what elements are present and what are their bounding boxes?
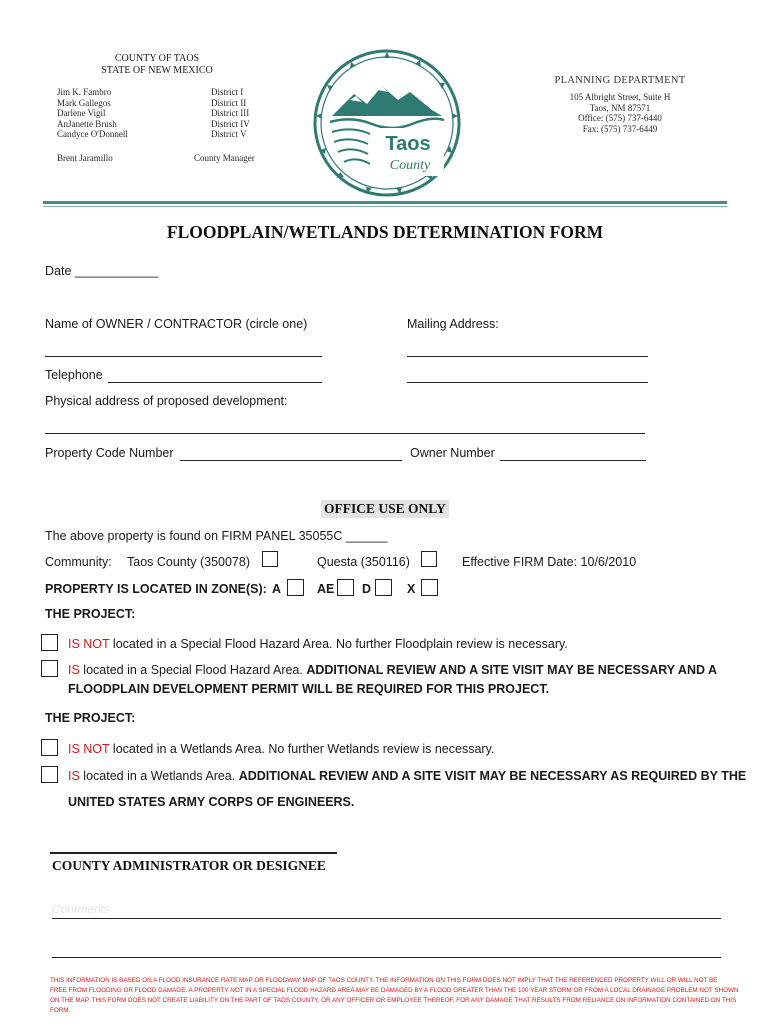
department-fax: Fax: (575) 737-6449 — [582, 123, 658, 134]
district-5: District V — [211, 129, 247, 139]
zone-a-checkbox[interactable] — [287, 579, 304, 596]
mailing-address-line-1[interactable] — [407, 356, 648, 357]
header-divider — [43, 201, 727, 204]
firm-panel-text[interactable]: The above property is found on FIRM PANEL 35055C ______ — [45, 529, 388, 543]
physical-address-line[interactable] — [45, 433, 645, 434]
effective-firm-date: Effective FIRM Date: 10/6/2010 — [462, 555, 637, 569]
flood-is-option — [68, 663, 717, 677]
owner-number-label: Owner Number — [410, 446, 495, 460]
comments-line-2[interactable] — [52, 957, 721, 958]
county-title — [57, 53, 257, 77]
zone-x-label: X — [407, 582, 416, 596]
zone-ae-label: AE — [317, 582, 335, 596]
telephone-line[interactable] — [108, 382, 322, 383]
physical-address-label: Physical address of proposed development: — [45, 394, 288, 408]
form-title: FLOODPLAIN/WETLANDS DETERMINATION FORM — [166, 222, 604, 242]
signature-line[interactable] — [50, 852, 337, 854]
district-4: District IV — [211, 118, 250, 129]
zone-d-checkbox[interactable] — [375, 579, 392, 596]
owner-contractor-label: Name of OWNER / CONTRACTOR (circle one) — [45, 317, 308, 331]
county-name: COUNTY OF TAOS — [114, 53, 200, 64]
wetlands-is-requirement: ADDITIONAL REVIEW AND A SITE VISIT MAY BE NECESSARY AS REQUIRED BY THE — [238, 769, 747, 783]
wetlands-is-not-text: located in a Wetlands Area. No further Wetlands review is necessary. — [109, 742, 495, 756]
department-address-2: Taos, NM 87571 — [589, 102, 651, 113]
taos-county-seal-icon — [312, 48, 462, 198]
wetlands-is-option — [68, 769, 746, 783]
state-name: STATE OF NEW MEXICO — [101, 65, 213, 76]
mailing-address-label: Mailing Address: — [407, 317, 499, 331]
commissioner-2: Mark Gallegos — [57, 97, 111, 108]
flood-is-not-option — [68, 637, 568, 651]
community-questa-label: Questa (350116) — [317, 555, 410, 569]
district-3: District III — [211, 108, 250, 118]
disclaimer-line-4: FORM. — [50, 1007, 71, 1014]
zone-a-label: A — [272, 582, 282, 596]
wetlands-is-checkbox[interactable] — [41, 766, 58, 783]
flood-is-flag: IS — [68, 663, 80, 677]
wetlands-is-not-option — [68, 742, 494, 756]
mailing-address-line-2[interactable] — [407, 382, 648, 383]
department-block — [530, 75, 710, 134]
owner-number-line[interactable] — [500, 460, 646, 461]
property-code-line[interactable] — [180, 460, 402, 461]
zone-x-checkbox[interactable] — [421, 579, 438, 596]
wetlands-is-not-flag: IS NOT — [68, 742, 110, 756]
wetlands-is-flag: IS — [68, 769, 80, 783]
district-1: District I — [211, 87, 244, 97]
commissioner-3: Darlene Vigil — [57, 108, 106, 118]
wetlands-is-text: located in a Wetlands Area. — [79, 769, 239, 783]
commissioner-names — [57, 87, 128, 140]
disclaimer-line-1: THIS INFORMATION IS BASED ON A FLOOD INSURANCE RATE MAP OR FLOODWAY MAP OF TAOS COUNTY. THE INFORMATION ON THIS FORM DOES NOT IMPLY THAT THE REFERENCED PROPERTY WILL OR WILL NOT BE — [50, 977, 718, 984]
zone-d-label: D — [362, 582, 372, 596]
disclaimer-line-2: FREE FROM FLOODING OR FLOOD DAMAGE. A PROPERTY NOT IN A SPECIAL FLOOD HAZARD AREA MAY BE DAMAGED BY A FLOOD GREATER THAN THE 100 YEAR STORM OR FROM A LOCAL DRAINAGE PROBLEM NOT SHOWN — [50, 987, 739, 994]
flood-is-text: located in a Special Flood Hazard Area. — [79, 663, 307, 677]
taos-county-logo — [312, 48, 462, 198]
district-2: District II — [211, 97, 247, 108]
department-address-1: 105 Albright Street, Suite H — [569, 92, 671, 102]
wetlands-project-heading: THE PROJECT: — [45, 711, 136, 725]
community-questa-checkbox[interactable] — [421, 551, 437, 567]
commissioner-4: AnJanette Brush — [57, 118, 117, 129]
wetlands-is-not-checkbox[interactable] — [41, 739, 58, 756]
manager-title: County Manager — [194, 153, 255, 163]
disclaimer — [50, 976, 740, 1016]
comments-placeholder: Comments — [52, 902, 111, 916]
department-name: PLANNING DEPARTMENT — [554, 75, 686, 86]
zones-label: PROPERTY IS LOCATED IN ZONE(S): — [45, 582, 267, 596]
flood-permit-requirement: FLOODPLAIN DEVELOPMENT PERMIT WILL BE REQUIRED FOR THIS PROJECT. — [68, 682, 550, 696]
flood-is-not-checkbox[interactable] — [41, 634, 58, 651]
office-use-heading: OFFICE USE ONLY — [321, 500, 449, 518]
commissioner-districts — [211, 87, 250, 140]
flood-is-not-flag: IS NOT — [68, 637, 110, 651]
flood-project-heading: THE PROJECT: — [45, 607, 136, 621]
manager-name: Brent Jaramillo — [57, 153, 113, 163]
flood-is-requirement: ADDITIONAL REVIEW AND A SITE VISIT MAY BE NECESSARY AND A — [306, 663, 718, 677]
wetlands-corps-requirement: UNITED STATES ARMY CORPS OF ENGINEERS. — [68, 795, 355, 809]
commissioner-5: Candyce O'Donnell — [57, 129, 128, 139]
commissioner-1: Jim K. Fambro — [57, 87, 112, 97]
community-label: Community: — [45, 555, 112, 569]
svg-text:County: County — [389, 158, 431, 173]
comments-input[interactable] — [52, 900, 721, 919]
disclaimer-line-3: ON THE MAP. THIS FORM DOES NOT CREATE LIABILITY ON THE PART OF TAOS COUNTY, OR ANY OFFICER OR EMPLOYEE THEREOF, FOR ANY DAMAGE THAT RESULTS FROM RELIANCE ON INFORMATION CONTAINED ON THIS — [50, 997, 737, 1004]
flood-is-not-text: located in a Special Flood Hazard Area. No further Floodplain review is necessary. — [109, 637, 568, 651]
owner-name-line[interactable] — [45, 356, 322, 357]
community-taos-label: Taos County (350078) — [127, 555, 250, 569]
svg-text:Taos: Taos — [385, 133, 431, 155]
telephone-label: Telephone — [45, 368, 103, 382]
zone-ae-checkbox[interactable] — [337, 579, 354, 596]
department-office-phone: Office: (575) 737-6440 — [578, 113, 662, 123]
header-divider-thin — [43, 206, 727, 207]
date-field[interactable]: Date ____________ — [45, 264, 159, 278]
flood-is-checkbox[interactable] — [41, 660, 58, 677]
signature-label: COUNTY ADMINISTRATOR OR DESIGNEE — [52, 858, 326, 873]
property-code-label: Property Code Number — [45, 446, 174, 460]
community-taos-checkbox[interactable] — [262, 551, 278, 567]
